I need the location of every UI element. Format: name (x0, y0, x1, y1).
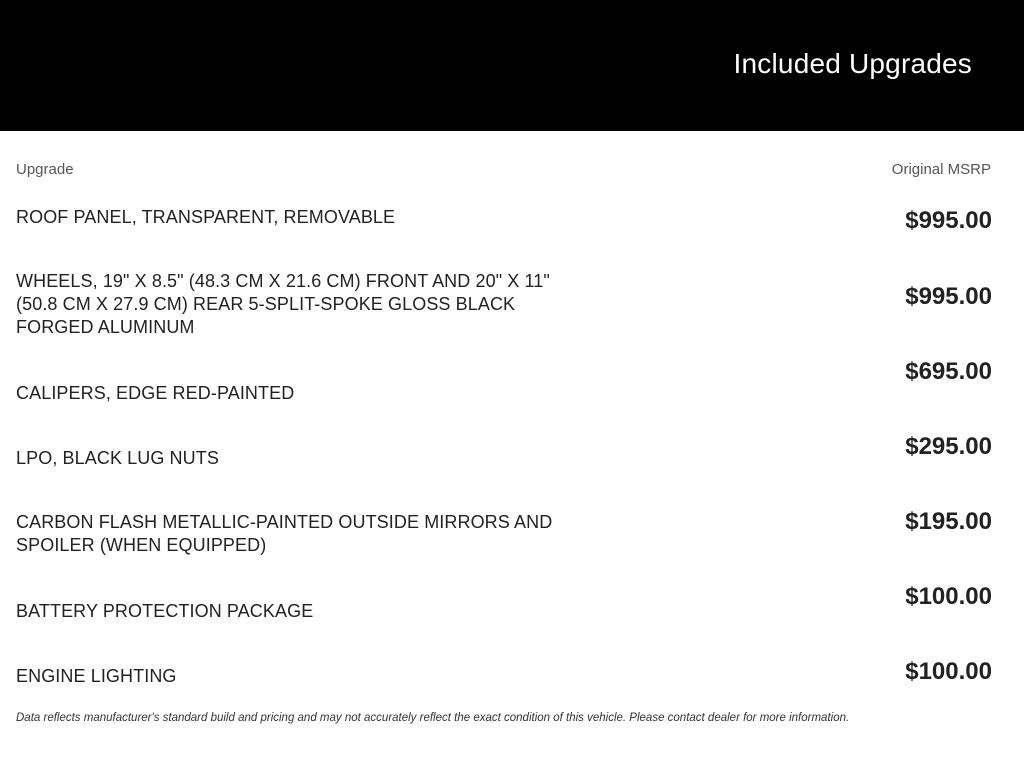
disclaimer-footnote: Data reflects manufacturer's standard build and pricing and may not accurately reflect the exact condition of this vehicle. Please contact dealer for more information. (16, 712, 850, 724)
upgrade-description: ENGINE LIGHTING (16, 666, 177, 686)
upgrade-price: $100.00 (905, 658, 992, 685)
upgrade-price: $100.00 (905, 583, 992, 610)
upgrade-price: $695.00 (905, 358, 992, 385)
column-header-msrp: Original MSRP (891, 161, 991, 178)
page-title: Included Upgrades (733, 48, 972, 79)
upgrade-description: CALIPERS, EDGE RED-PAINTED (16, 383, 295, 403)
upgrade-description: ROOF PANEL, TRANSPARENT, REMOVABLE (16, 207, 396, 227)
header-banner (0, 0, 1024, 131)
upgrade-description: LPO, BLACK LUG NUTS (16, 448, 219, 468)
column-header-upgrade: Upgrade (16, 161, 74, 178)
upgrade-price: $195.00 (905, 508, 992, 535)
upgrade-price: $295.00 (905, 433, 992, 460)
upgrade-price: $995.00 (905, 207, 992, 234)
upgrade-description: CARBON FLASH METALLIC-PAINTED OUTSIDE MIRRORS AND SPOILER (WHEN EQUIPPED) (16, 512, 553, 555)
upgrade-description: BATTERY PROTECTION PACKAGE (16, 601, 314, 621)
upgrade-description: WHEELS, 19" X 8.5" (48.3 CM X 21.6 CM) FRONT AND 20" X 11" (50.8 CM X 27.9 CM) REAR 5-SPLIT-SPOKE GLOSS BLACK FORGED ALUMINUM (16, 271, 550, 337)
upgrade-price: $995.00 (905, 283, 992, 310)
